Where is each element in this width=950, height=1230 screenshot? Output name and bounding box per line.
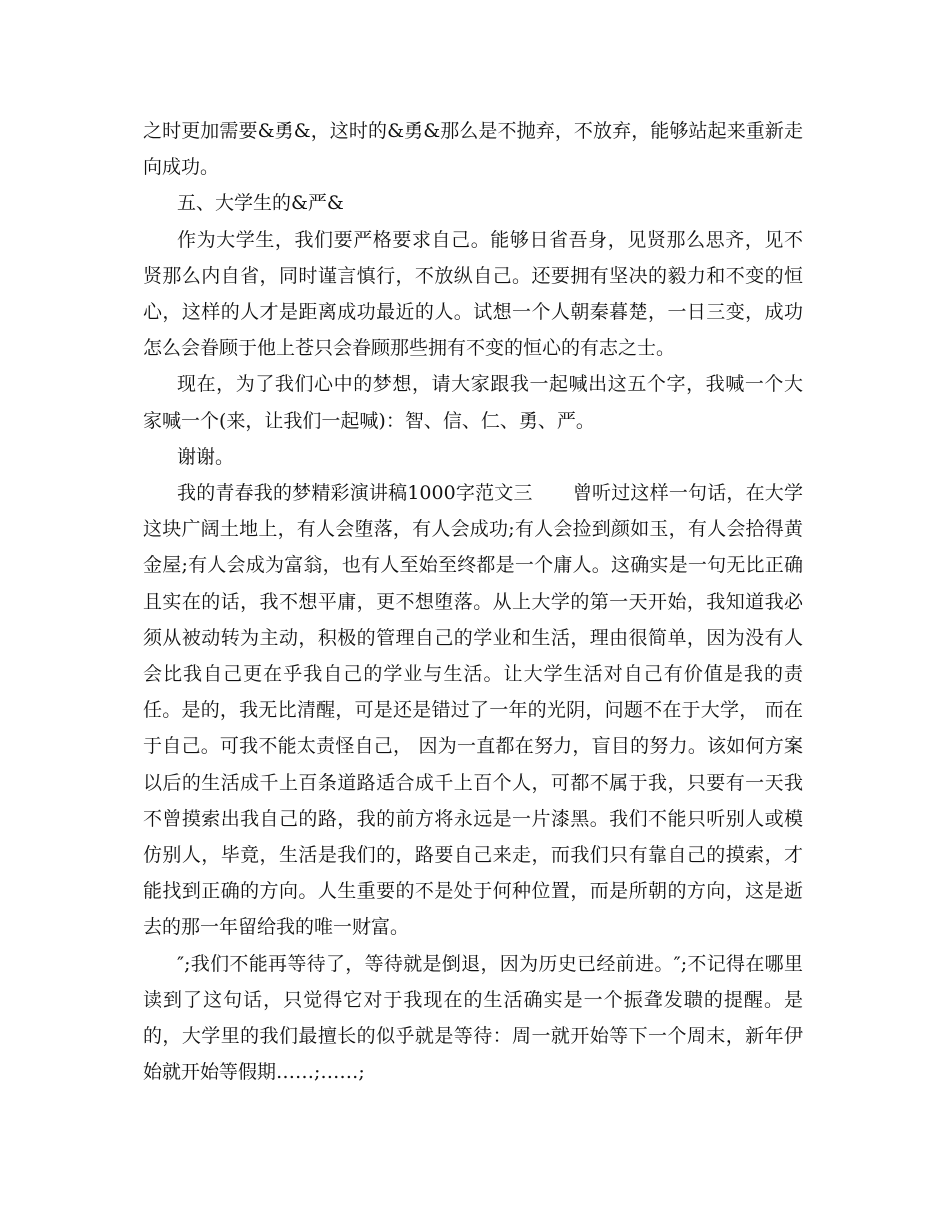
paragraph-waiting: ″;我们不能再等待了，等待就是倒退，因为历史已经前进。″;不记得在哪里读到了这句话，只觉得它对于我现在的生活确实是一个振聋发聩的提醒。是的，大学里的我们最擅长的似乎就是等待：周一就开始等下一个周末，新年伊始就开始等假期……;……; <box>143 952 803 1084</box>
paragraph-yan-body: 作为大学生，我们要严格要求自己。能够日省吾身，见贤那么思齐，见不贤那么内自省，同时谨言慎行，不放纵自己。还要拥有坚决的毅力和不变的恒心，这样的人才是距离成功最近的人。试想一个人朝秦暮楚，一日三变，成功怎么会眷顾于他上苍只会眷顾那些拥有不变的恒心的有志之士。 <box>143 228 803 360</box>
paragraph-call-to-action: 现在，为了我们心中的梦想，请大家跟我一起喊出这五个字，我喊一个大家喊一个(来，让我们一起喊)：智、信、仁、勇、严。 <box>143 373 803 432</box>
paragraph-thanks: 谢谢。 <box>177 445 235 468</box>
document-body <box>143 113 803 1090</box>
paragraph-speech-three <box>143 475 803 946</box>
paragraph-1: 之时更加需要&勇&，这时的&勇&那么是不抛弃，不放弃，能够站起来重新走向成功。 <box>143 120 803 179</box>
speech-three-text: 曾听过这样一句话，在大学这块广阔土地上，有人会堕落，有人会成功;有人会捡到颜如玉，有人会拾得黄金屋;有人会成为富翁，也有人至始至终都是一个庸人。这确实是一句无比正确且实在的话，我不想平庸，更不想堕落。从上大学的第一天开始，我知道我必须从被动转为主动，积极的管理自己的学业和生活，理由很简单，因为没有人会比我自己更在乎我自己的学业与生活。让大学生活对自己有价值是我的责任。是的，我无比清醒，可是还是错过了一年的光阴，问题不在于大学， 而在于自己。可我不能太责怪自己， 因为一直都在努力，盲目的努力。该如何方案以后的生活成千上百条道路适合成千上百个人，可都不属于我，只要有一天我不曾摸索出我自己的路，我的前方将永远是一片漆黑。我们不能只听别人或模仿别人，毕竟，生活是我们的，路要自己来走，而我们只有靠自己的摸索，才能找到正确的方向。人生重要的不是处于何种位置，而是所朝的方向，这是逝去的那一年留给我的唯一财富。 <box>143 482 803 939</box>
speech-three-title: 我的青春我的梦精彩演讲稿1000字范文三 <box>177 482 533 505</box>
section-heading-yan: 五、大学生的&严& <box>177 192 344 215</box>
